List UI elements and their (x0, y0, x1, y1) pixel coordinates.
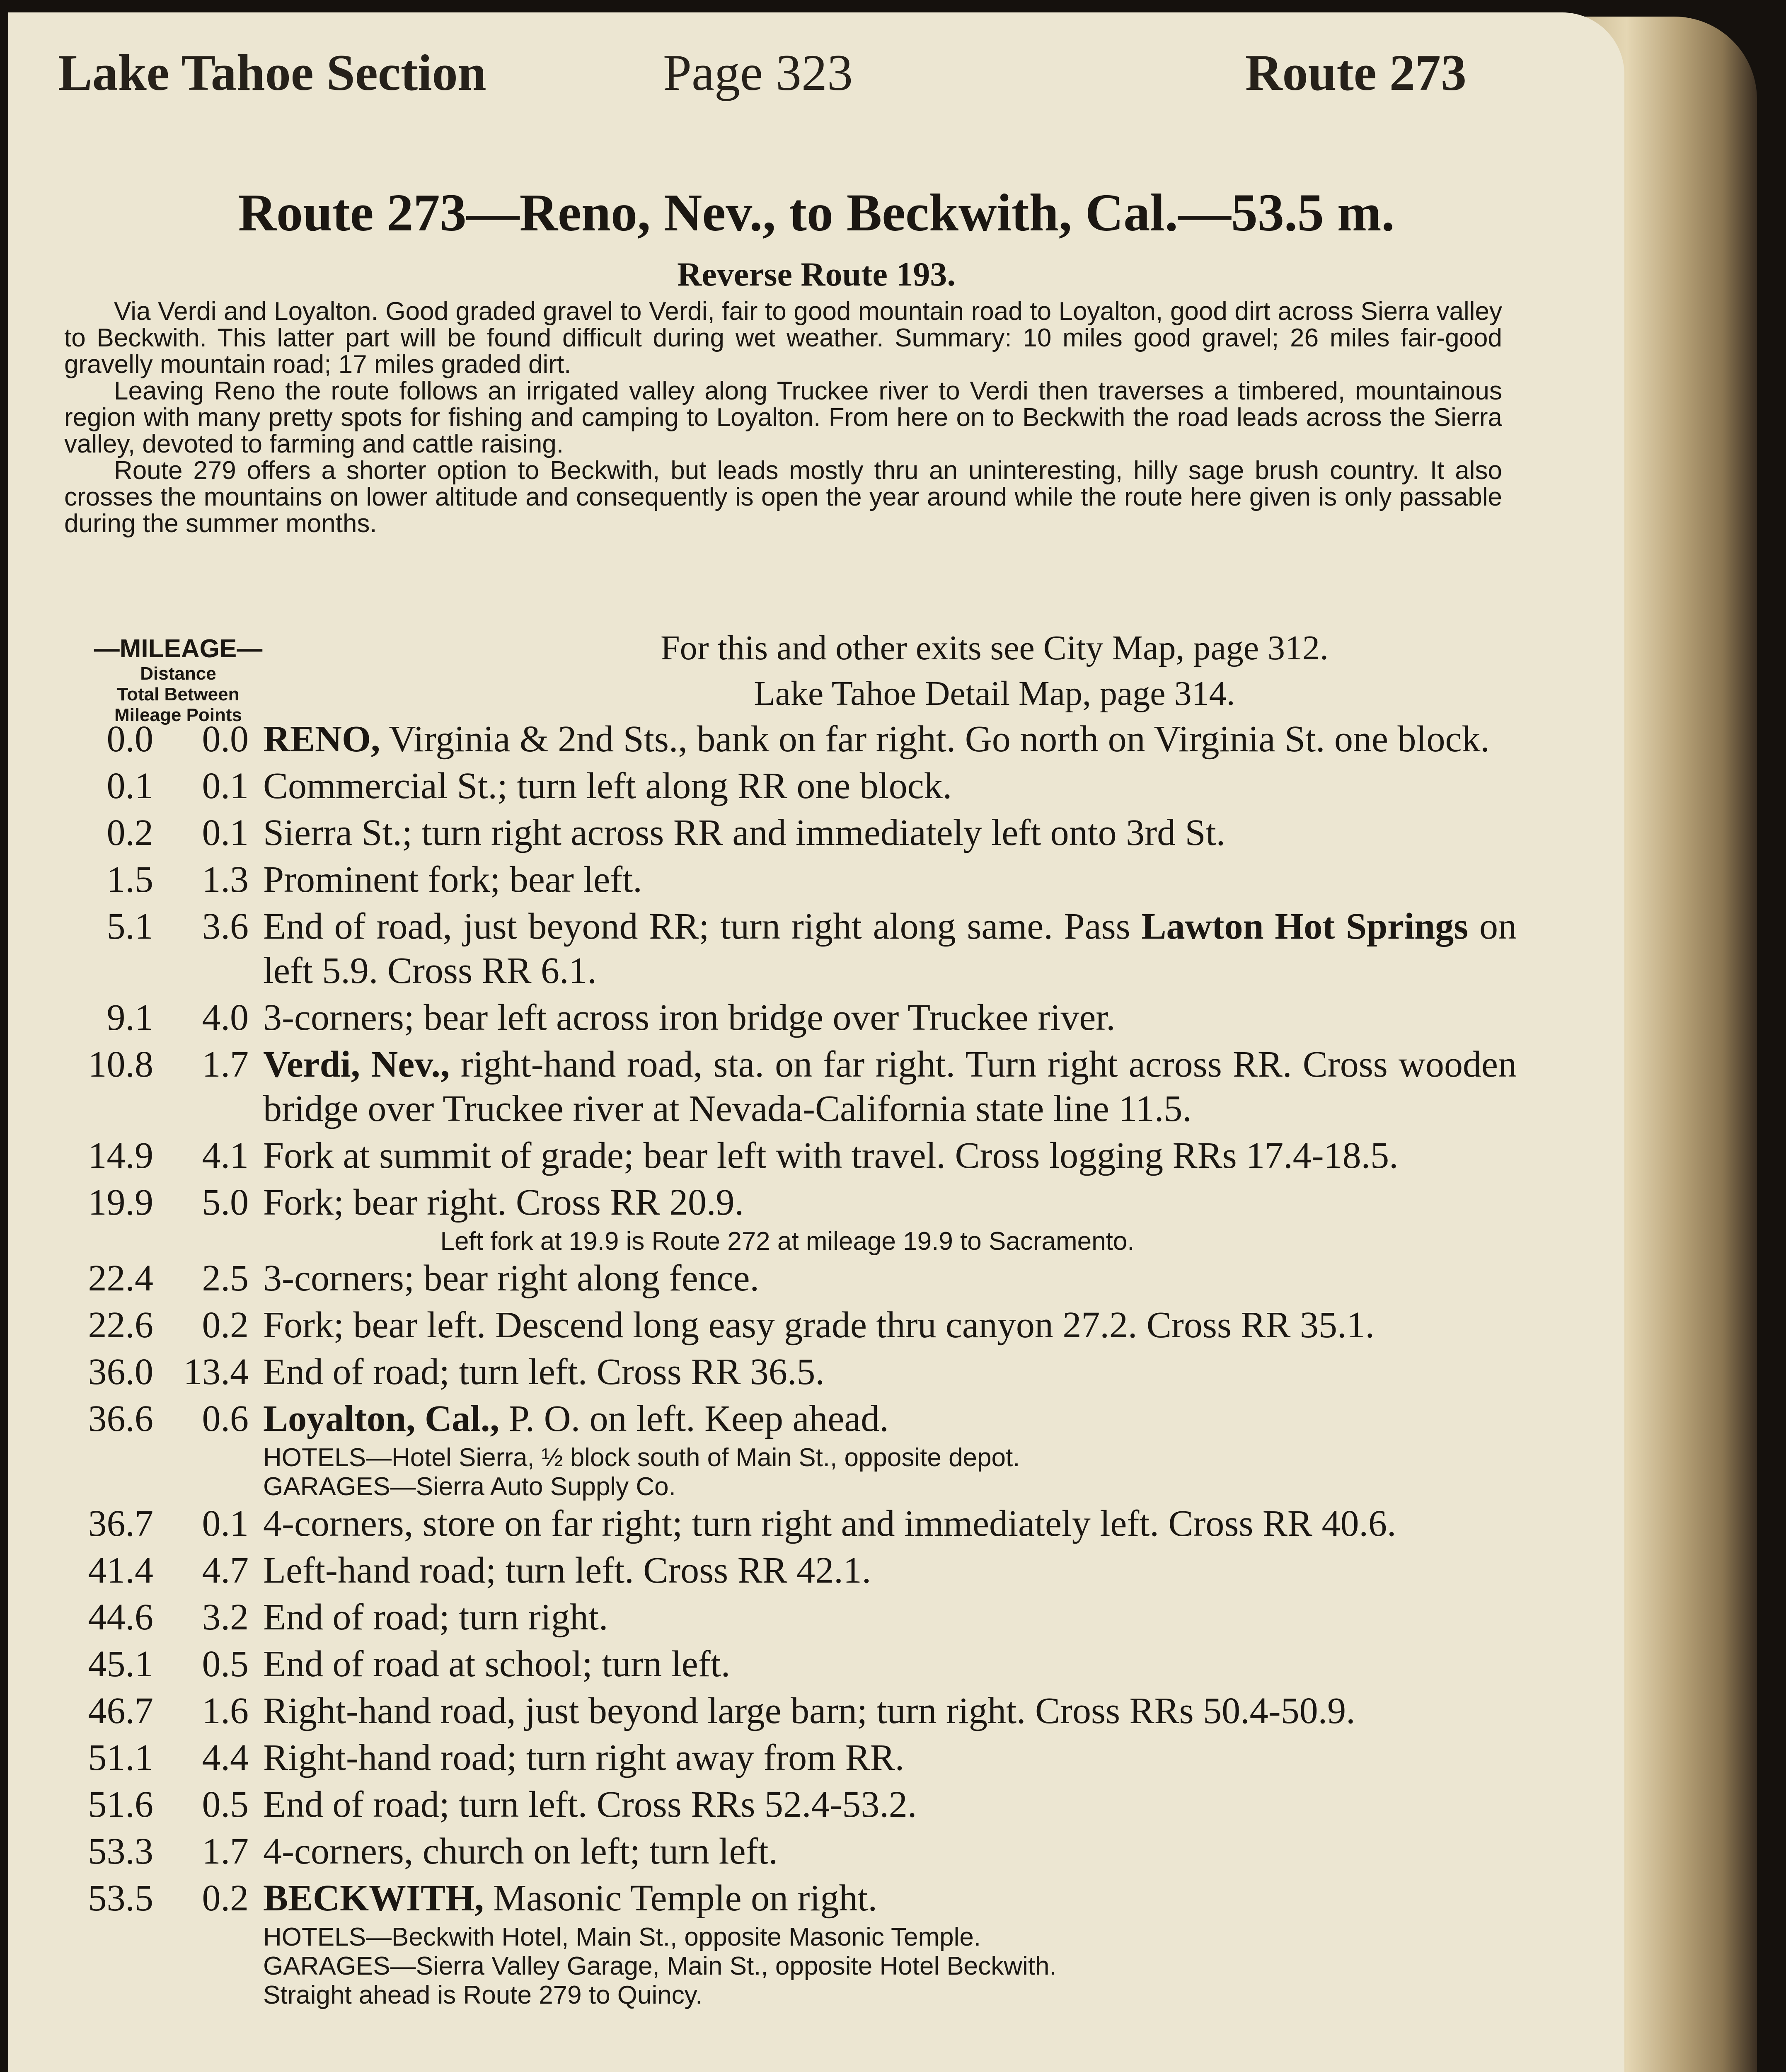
route-number: Route 273 (1245, 44, 1467, 101)
route-step (58, 1595, 1517, 1639)
step-description (249, 1350, 1517, 1394)
step-description (249, 1133, 1517, 1178)
between-mileage: 5.0 (202, 1182, 249, 1223)
step-text: End of road, just beyond RR; turn right along same. Pass (263, 906, 1142, 947)
route-step (58, 811, 1517, 855)
between-mileage: 4.1 (202, 1135, 249, 1176)
route-step (58, 1876, 1517, 1920)
place-name: BECKWITH, (263, 1878, 484, 1919)
step-text: End of road; turn right. (263, 1597, 608, 1638)
step-description (249, 857, 1517, 902)
intro-paragraph: Route 279 offers a shorter option to Beckwith, but leads mostly thru an uninteresting, hilly sage brush country. It also crosses the mountains on lower altitude and consequently is open the year around while the route here given is only passable during the summer months. (64, 456, 1502, 538)
place-name: Loyalton, Cal., (263, 1398, 500, 1439)
step-text: on left 5.9. Cross RR 6.1. (263, 906, 1517, 991)
route-step (58, 1180, 1517, 1225)
step-note: Left fork at 19.9 is Route 272 at mileage 19.9 to Sacramento. (440, 1227, 1135, 1256)
mileage-key-points: Mileage Points (114, 705, 242, 725)
section-title: Lake Tahoe Section (58, 44, 486, 101)
step-description (249, 1782, 1517, 1827)
total-mileage: 53.5 (88, 1878, 153, 1919)
between-mileage: 0.0 (202, 719, 249, 760)
step-description (249, 811, 1517, 855)
step-note: Straight ahead is Route 279 to Quincy. (263, 1981, 703, 2009)
mileage-key-cols: Total Between (117, 684, 240, 704)
route-step (58, 1303, 1517, 1347)
step-text: Left-hand road; turn left. Cross RR 42.1. (263, 1550, 871, 1591)
step-text: 4-corners, church on left; turn left. (263, 1831, 778, 1872)
total-mileage: 36.6 (88, 1398, 153, 1439)
total-mileage: 0.0 (106, 719, 153, 760)
step-description (249, 1256, 1517, 1300)
step-text: Prominent fork; bear left. (263, 859, 642, 900)
total-mileage: 0.2 (106, 812, 153, 853)
intro-paragraph: Leaving Reno the route follows an irrigated valley along Truckee river to Verdi then traverses a timbered, mountainous region with many pretty spots for fishing and camping to Loyalton. From here on to Beckwith the road leads across the Sierra valley, devoted to farming and cattle raising. (64, 377, 1502, 458)
route-step (58, 717, 1517, 761)
total-mileage: 1.5 (106, 859, 153, 900)
step-text: 4-corners, store on far right; turn right and immediately left. Cross RR 40.6. (263, 1503, 1396, 1544)
total-mileage: 9.1 (106, 997, 153, 1038)
step-description (249, 1829, 1517, 1874)
step-description (249, 1501, 1517, 1546)
step-text: Sierra St.; turn right across RR and immediately left onto 3rd St. (263, 812, 1226, 853)
between-mileage: 0.1 (202, 812, 249, 853)
step-text: 3-corners; bear right along fence. (263, 1258, 759, 1299)
step-text: Fork; bear left. Descend long easy grade thru canyon 27.2. Cross RR 35.1. (263, 1305, 1375, 1346)
step-note: GARAGES—Sierra Auto Supply Co. (263, 1472, 676, 1501)
route-title: Route 273—Reno, Nev., to Beckwith, Cal.—53.5 m. (238, 183, 1395, 242)
between-mileage: 4.7 (202, 1550, 249, 1591)
route-step (58, 995, 1517, 1040)
step-description (249, 904, 1517, 993)
between-mileage: 1.3 (202, 859, 249, 900)
total-mileage: 19.9 (88, 1182, 153, 1223)
route-step (58, 1689, 1517, 1733)
step-note: HOTELS—Hotel Sierra, ½ block south of Main St., opposite depot. (263, 1443, 1020, 1472)
total-mileage: 22.6 (88, 1305, 153, 1346)
route-step (58, 1642, 1517, 1686)
step-text: right-hand road, sta. on far right. Turn right across RR. Cross wooden bridge over Truckee river at Nevada-California state line 11.5. (263, 1044, 1517, 1129)
between-mileage: 4.0 (202, 997, 249, 1038)
total-mileage: 44.6 (88, 1597, 153, 1638)
between-mileage: 0.5 (202, 1784, 249, 1825)
map-reference: For this and other exits see City Map, page 312. (660, 629, 1329, 667)
between-mileage: 13.4 (183, 1351, 249, 1392)
reverse-route: Reverse Route 193. (677, 255, 956, 293)
step-text: Fork; bear right. Cross RR 20.9. (263, 1182, 744, 1223)
step-description (249, 1876, 1517, 1920)
step-text: End of road; turn left. Cross RRs 52.4-53.2. (263, 1784, 917, 1825)
step-text: Right-hand road; turn right away from RR. (263, 1737, 905, 1778)
route-intro (64, 298, 1502, 537)
step-description (249, 1736, 1517, 1780)
step-note: HOTELS—Beckwith Hotel, Main St., opposite Masonic Temple. (263, 1923, 981, 1951)
step-text: 3-corners; bear left across iron bridge over Truckee river. (263, 997, 1116, 1038)
route-step (58, 764, 1517, 808)
between-mileage: 4.4 (202, 1737, 249, 1778)
place-name: Lawton Hot Springs (1141, 906, 1469, 947)
between-mileage: 3.2 (202, 1597, 249, 1638)
total-mileage: 51.6 (88, 1784, 153, 1825)
total-mileage: 14.9 (88, 1135, 153, 1176)
step-description (249, 1042, 1517, 1131)
route-step (58, 904, 1517, 993)
between-mileage: 0.6 (202, 1398, 249, 1439)
between-mileage: 2.5 (202, 1258, 249, 1299)
route-step (58, 1736, 1517, 1780)
step-description (249, 995, 1517, 1040)
step-text: Commercial St.; turn left along RR one block. (263, 765, 952, 806)
step-text: Right-hand road, just beyond large barn; turn right. Cross RRs 50.4-50.9. (263, 1690, 1355, 1731)
route-step (58, 1350, 1517, 1394)
between-mileage: 0.5 (202, 1644, 249, 1685)
total-mileage: 36.7 (88, 1503, 153, 1544)
between-mileage: 1.7 (202, 1044, 249, 1085)
route-step (58, 1782, 1517, 1827)
book-page (8, 12, 1624, 2072)
between-mileage: 1.7 (202, 1831, 249, 1872)
between-mileage: 0.2 (202, 1878, 249, 1919)
route-step (58, 1829, 1517, 1874)
step-note: GARAGES—Sierra Valley Garage, Main St., opposite Hotel Beckwith. (263, 1952, 1057, 1980)
route-step (58, 1042, 1517, 1131)
step-description (249, 1180, 1517, 1225)
intro-paragraph: Via Verdi and Loyalton. Good graded gravel to Verdi, fair to good mountain road to Loyalton, good dirt across Sierra valley to Beckwith. This latter part will be found difficult during wet weather. Summary: 10 miles good gravel; 26 miles fair-good gravelly mountain road; 17 miles graded dirt. (64, 297, 1502, 379)
route-step (58, 1548, 1517, 1593)
total-mileage: 41.4 (88, 1550, 153, 1591)
route-step (58, 1256, 1517, 1300)
step-description (249, 1397, 1517, 1441)
step-text: Virginia & 2nd Sts., bank on far right. Go north on Virginia St. one block. (380, 719, 1490, 760)
total-mileage: 10.8 (88, 1044, 153, 1085)
step-text: End of road at school; turn left. (263, 1644, 731, 1685)
step-description (249, 1548, 1517, 1593)
route-steps (58, 717, 1517, 2010)
between-mileage: 0.1 (202, 1503, 249, 1544)
map-reference: Lake Tahoe Detail Map, page 314. (754, 674, 1235, 713)
place-name: RENO, (263, 719, 380, 760)
step-description (249, 1689, 1517, 1733)
total-mileage: 45.1 (88, 1644, 153, 1685)
total-mileage: 53.3 (88, 1831, 153, 1872)
mileage-key (70, 634, 286, 726)
step-description (249, 1595, 1517, 1639)
between-mileage: 0.1 (202, 765, 249, 806)
between-mileage: 0.2 (202, 1305, 249, 1346)
step-text: P. O. on left. Keep ahead. (499, 1398, 889, 1439)
total-mileage: 5.1 (106, 906, 153, 947)
step-description (249, 717, 1517, 761)
page-number: Page 323 (663, 44, 853, 101)
route-step (58, 857, 1517, 902)
place-name: Verdi, Nev., (263, 1044, 450, 1085)
step-description (249, 1642, 1517, 1686)
total-mileage: 22.4 (88, 1258, 153, 1299)
total-mileage: 36.0 (88, 1351, 153, 1392)
mileage-key-distance: Distance (140, 663, 216, 684)
between-mileage: 3.6 (202, 906, 249, 947)
step-text: Masonic Temple on right. (484, 1878, 878, 1919)
step-text: Fork at summit of grade; bear left with travel. Cross logging RRs 17.4-18.5. (263, 1135, 1399, 1176)
route-step (58, 1397, 1517, 1441)
step-description (249, 1303, 1517, 1347)
mileage-key-title: —MILEAGE— (94, 634, 263, 663)
total-mileage: 51.1 (88, 1737, 153, 1778)
route-step (58, 1501, 1517, 1546)
step-text: End of road; turn left. Cross RR 36.5. (263, 1351, 825, 1392)
route-step (58, 1133, 1517, 1178)
total-mileage: 0.1 (106, 765, 153, 806)
step-description (249, 764, 1517, 808)
between-mileage: 1.6 (202, 1690, 249, 1731)
total-mileage: 46.7 (88, 1690, 153, 1731)
